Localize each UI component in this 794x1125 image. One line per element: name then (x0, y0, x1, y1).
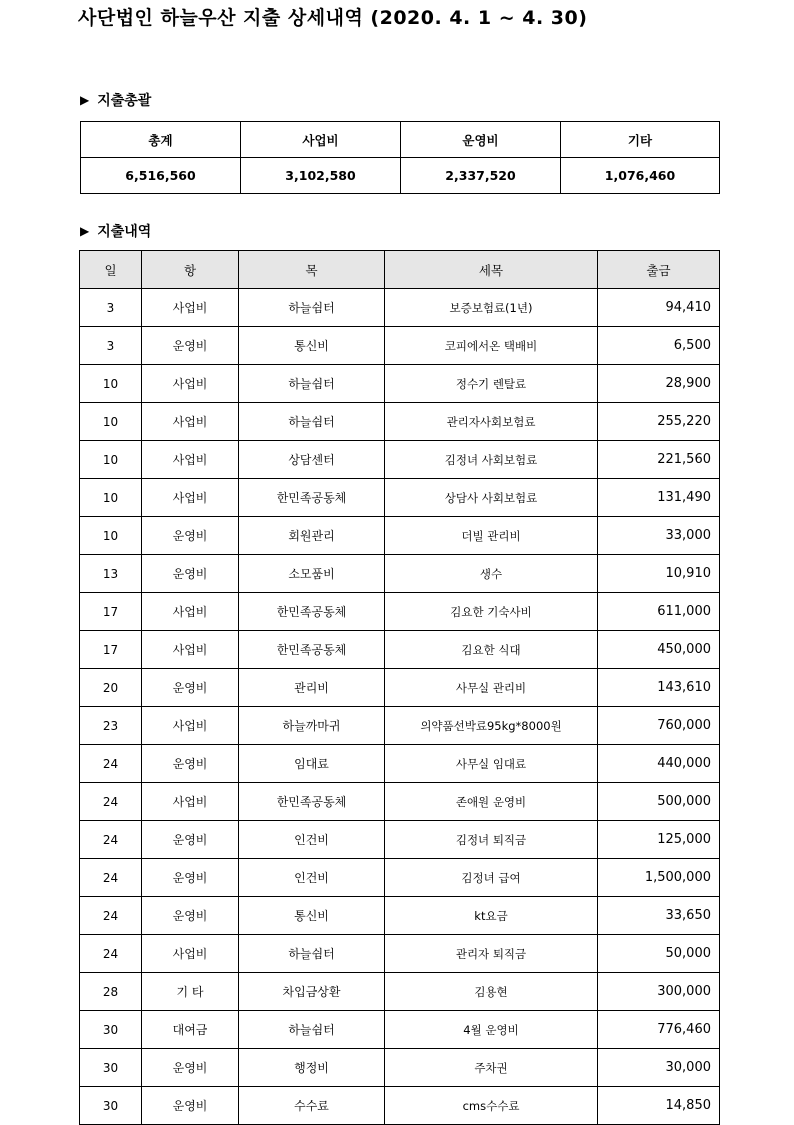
table-row (80, 441, 720, 479)
detail-cell-amount: 300,000 (598, 973, 720, 1011)
detail-section-label: 지출내역 (97, 224, 152, 240)
table-row (80, 365, 720, 403)
detail-cell-subitem: kt요금 (385, 897, 598, 935)
table-row (80, 631, 720, 669)
detail-cell-category: 사업비 (142, 365, 239, 403)
detail-cell-item: 소모품비 (239, 555, 385, 593)
detail-cell-subitem: 코피에서온 택배비 (385, 327, 598, 365)
detail-cell-item: 하늘쉼터 (239, 403, 385, 441)
detail-cell-day: 10 (80, 479, 142, 517)
detail-cell-amount: 33,000 (598, 517, 720, 555)
detail-cell-item: 인건비 (239, 859, 385, 897)
detail-cell-amount: 1,500,000 (598, 859, 720, 897)
detail-cell-amount: 611,000 (598, 593, 720, 631)
detail-cell-day: 10 (80, 517, 142, 555)
detail-cell-subitem: 더빌 관리비 (385, 517, 598, 555)
detail-cell-amount: 440,000 (598, 745, 720, 783)
detail-cell-item: 통신비 (239, 897, 385, 935)
table-row (80, 289, 720, 327)
detail-cell-category: 사업비 (142, 289, 239, 327)
table-row (80, 783, 720, 821)
detail-cell-day: 17 (80, 631, 142, 669)
table-row (80, 1087, 720, 1125)
detail-cell-subitem: 상담사 사회보험료 (385, 479, 598, 517)
detail-cell-category: 사업비 (142, 783, 239, 821)
detail-cell-subitem: 정수기 렌탈료 (385, 365, 598, 403)
detail-header-amount: 출금 (598, 251, 720, 289)
detail-cell-category: 운영비 (142, 669, 239, 707)
detail-cell-item: 하늘쉼터 (239, 365, 385, 403)
detail-cell-day: 17 (80, 593, 142, 631)
detail-cell-category: 운영비 (142, 517, 239, 555)
detail-cell-amount: 131,490 (598, 479, 720, 517)
table-row (80, 669, 720, 707)
table-row (80, 935, 720, 973)
detail-cell-amount: 33,650 (598, 897, 720, 935)
summary-header-project: 사업비 (241, 122, 401, 158)
detail-cell-category: 사업비 (142, 935, 239, 973)
detail-cell-subitem: 김정녀 급여 (385, 859, 598, 897)
detail-cell-category: 운영비 (142, 327, 239, 365)
table-row (80, 745, 720, 783)
detail-cell-item: 하늘쉼터 (239, 1011, 385, 1049)
detail-cell-subitem: 김요한 식대 (385, 631, 598, 669)
detail-cell-item: 수수료 (239, 1087, 385, 1125)
detail-cell-item: 행정비 (239, 1049, 385, 1087)
triangle-bullet-icon: ▶ (80, 93, 90, 107)
detail-cell-day: 30 (80, 1087, 142, 1125)
detail-cell-category: 운영비 (142, 897, 239, 935)
detail-cell-day: 3 (80, 289, 142, 327)
detail-cell-subitem: 김용현 (385, 973, 598, 1011)
detail-header-subitem: 세목 (385, 251, 598, 289)
detail-cell-subitem: 4월 운영비 (385, 1011, 598, 1049)
table-row (80, 327, 720, 365)
detail-cell-subitem: 관리자 퇴직금 (385, 935, 598, 973)
summary-value-operating: 2,337,520 (401, 158, 561, 194)
detail-cell-day: 20 (80, 669, 142, 707)
table-row (80, 859, 720, 897)
table-row (80, 973, 720, 1011)
detail-cell-day: 10 (80, 403, 142, 441)
detail-cell-category: 운영비 (142, 745, 239, 783)
detail-cell-subitem: 존애원 운영비 (385, 783, 598, 821)
detail-cell-amount: 450,000 (598, 631, 720, 669)
table-row (80, 517, 720, 555)
detail-cell-subitem: 김요한 기숙사비 (385, 593, 598, 631)
table-row (80, 555, 720, 593)
detail-cell-amount: 10,910 (598, 555, 720, 593)
summary-value-project: 3,102,580 (241, 158, 401, 194)
detail-cell-subitem: 의약품선박료95kg*8000원 (385, 707, 598, 745)
summary-table (80, 121, 720, 194)
detail-cell-category: 운영비 (142, 1087, 239, 1125)
detail-cell-item: 상담센터 (239, 441, 385, 479)
detail-cell-item: 한민족공동체 (239, 479, 385, 517)
table-row (80, 1011, 720, 1049)
detail-cell-category: 사업비 (142, 441, 239, 479)
table-row (80, 1049, 720, 1087)
detail-cell-amount: 500,000 (598, 783, 720, 821)
summary-header-total: 총계 (81, 122, 241, 158)
detail-cell-category: 운영비 (142, 1049, 239, 1087)
detail-cell-day: 10 (80, 365, 142, 403)
table-row (80, 707, 720, 745)
detail-cell-day: 3 (80, 327, 142, 365)
triangle-bullet-icon: ▶ (80, 224, 90, 238)
detail-cell-day: 24 (80, 821, 142, 859)
table-row (80, 593, 720, 631)
detail-cell-item: 인건비 (239, 821, 385, 859)
detail-header-item: 목 (239, 251, 385, 289)
detail-cell-subitem: 생수 (385, 555, 598, 593)
detail-cell-item: 차입금상환 (239, 973, 385, 1011)
table-row (80, 897, 720, 935)
detail-cell-item: 통신비 (239, 327, 385, 365)
detail-cell-amount: 50,000 (598, 935, 720, 973)
summary-section-heading (80, 90, 151, 110)
table-row (80, 479, 720, 517)
detail-cell-item: 한민족공동체 (239, 783, 385, 821)
detail-cell-day: 24 (80, 745, 142, 783)
detail-cell-amount: 255,220 (598, 403, 720, 441)
detail-cell-amount: 143,610 (598, 669, 720, 707)
summary-header-other: 기타 (561, 122, 720, 158)
detail-cell-day: 24 (80, 783, 142, 821)
detail-cell-day: 13 (80, 555, 142, 593)
summary-value-total: 6,516,560 (81, 158, 241, 194)
summary-value-other: 1,076,460 (561, 158, 720, 194)
detail-cell-amount: 221,560 (598, 441, 720, 479)
detail-cell-category: 사업비 (142, 479, 239, 517)
detail-cell-subitem: 사무실 임대료 (385, 745, 598, 783)
detail-cell-subitem: 김정녀 사회보험료 (385, 441, 598, 479)
detail-section-heading (80, 221, 151, 241)
detail-header-category: 항 (142, 251, 239, 289)
page-title: 사단법인 하늘우산 지출 상세내역 (2020. 4. 1 ~ 4. 30) (78, 7, 588, 29)
detail-cell-category: 사업비 (142, 707, 239, 745)
detail-cell-category: 운영비 (142, 859, 239, 897)
detail-cell-amount: 30,000 (598, 1049, 720, 1087)
detail-cell-item: 하늘까마귀 (239, 707, 385, 745)
detail-cell-item: 하늘쉼터 (239, 289, 385, 327)
detail-cell-amount: 28,900 (598, 365, 720, 403)
detail-cell-category: 대여금 (142, 1011, 239, 1049)
detail-cell-category: 사업비 (142, 631, 239, 669)
detail-cell-day: 30 (80, 1011, 142, 1049)
summary-header-row (81, 122, 720, 158)
detail-cell-amount: 14,850 (598, 1087, 720, 1125)
detail-cell-item: 회원관리 (239, 517, 385, 555)
detail-cell-day: 28 (80, 973, 142, 1011)
detail-cell-item: 한민족공동체 (239, 631, 385, 669)
detail-cell-item: 하늘쉼터 (239, 935, 385, 973)
detail-table (79, 250, 720, 1125)
detail-cell-item: 한민족공동체 (239, 593, 385, 631)
detail-cell-subitem: cms수수료 (385, 1087, 598, 1125)
detail-cell-day: 24 (80, 935, 142, 973)
detail-cell-day: 10 (80, 441, 142, 479)
detail-cell-day: 24 (80, 897, 142, 935)
detail-cell-category: 운영비 (142, 555, 239, 593)
detail-cell-category: 운영비 (142, 821, 239, 859)
table-row (80, 403, 720, 441)
summary-section-label: 지출총괄 (97, 93, 152, 109)
detail-cell-subitem: 사무실 관리비 (385, 669, 598, 707)
detail-cell-category: 사업비 (142, 593, 239, 631)
detail-cell-category: 사업비 (142, 403, 239, 441)
summary-header-operating: 운영비 (401, 122, 561, 158)
detail-cell-amount: 760,000 (598, 707, 720, 745)
detail-cell-subitem: 주차권 (385, 1049, 598, 1087)
detail-cell-amount: 125,000 (598, 821, 720, 859)
detail-cell-category: 기 타 (142, 973, 239, 1011)
detail-cell-item: 임대료 (239, 745, 385, 783)
table-row (80, 821, 720, 859)
detail-cell-item: 관리비 (239, 669, 385, 707)
detail-cell-amount: 776,460 (598, 1011, 720, 1049)
detail-cell-subitem: 관리자사회보험료 (385, 403, 598, 441)
detail-cell-amount: 6,500 (598, 327, 720, 365)
detail-cell-amount: 94,410 (598, 289, 720, 327)
detail-header-day: 일 (80, 251, 142, 289)
detail-cell-day: 23 (80, 707, 142, 745)
detail-cell-day: 30 (80, 1049, 142, 1087)
detail-header-row (80, 251, 720, 289)
detail-cell-day: 24 (80, 859, 142, 897)
detail-cell-subitem: 김정녀 퇴직금 (385, 821, 598, 859)
summary-value-row (81, 158, 720, 194)
detail-cell-subitem: 보증보험료(1년) (385, 289, 598, 327)
